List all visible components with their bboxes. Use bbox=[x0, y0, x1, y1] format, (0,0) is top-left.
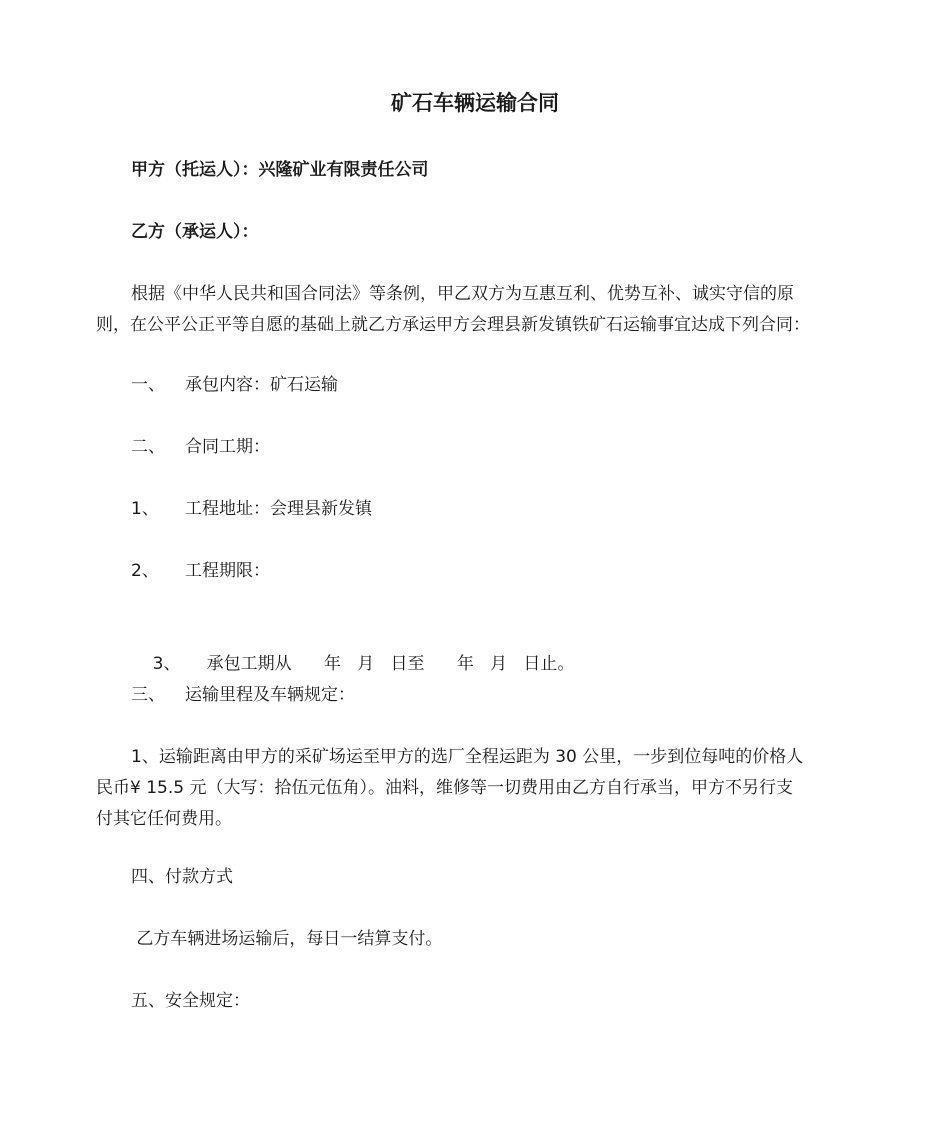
section-2-text: 合同工期： bbox=[185, 437, 270, 457]
section-3-text: 运输里程及车辆规定： bbox=[185, 685, 355, 705]
section-2 bbox=[131, 432, 270, 463]
item-2 bbox=[131, 556, 270, 587]
item-2-text: 工程期限： bbox=[185, 561, 270, 581]
payment-heading: 四、付款方式 bbox=[131, 867, 233, 887]
party-a-line: 甲方（托运人）：兴隆矿业有限责任公司 bbox=[131, 160, 429, 180]
intro-paragraph bbox=[96, 279, 850, 341]
party-b-line: 乙方（承运人）： bbox=[131, 222, 259, 242]
item-1-number: 1、 bbox=[131, 499, 159, 519]
section-3-number: 三、 bbox=[131, 685, 165, 705]
transport-line-1: 1、运输距离由甲方的采矿场运至甲方的选厂全程运距为 30 公里，一步到位每吨的价格人 bbox=[131, 747, 804, 767]
section-1-number: 一、 bbox=[131, 375, 165, 395]
section-3 bbox=[131, 680, 355, 711]
intro-line-2: 则，在公平公正平等自愿的基础上就乙方承运甲方会理县新发镇铁矿石运输事宜达成下列合同： bbox=[96, 315, 810, 335]
section-2-number: 二、 bbox=[131, 437, 165, 457]
item-3-text: 承包工期从 年 月 日至 年 月 日止。 bbox=[206, 654, 575, 674]
intro-line-1: 根据《中华人民共和国合同法》等条例，甲乙双方为互惠互利、优势互补、诚实守信的原 bbox=[131, 284, 794, 304]
item-2-number: 2、 bbox=[131, 561, 159, 581]
transport-line-3: 付其它任何费用。 bbox=[96, 809, 232, 829]
document-title: 矿石车辆运输合同 bbox=[391, 91, 559, 115]
transport-line-2: 民币¥ 15.5 元（大写：拾伍元伍角）。油料，维修等一切费用由乙方自行承当，甲方不另行支 bbox=[96, 778, 793, 798]
section-1-text: 承包内容：矿石运输 bbox=[185, 375, 338, 395]
item-1 bbox=[131, 494, 372, 525]
payment-text: 乙方车辆进场运输后，每日一结算支付。 bbox=[131, 929, 443, 949]
item-1-text: 工程地址：会理县新发镇 bbox=[185, 499, 372, 519]
section-1 bbox=[131, 370, 338, 401]
transport-paragraph bbox=[96, 742, 850, 835]
safety-heading: 五、安全规定： bbox=[131, 991, 250, 1011]
item-3-number: 3、 bbox=[152, 654, 181, 674]
